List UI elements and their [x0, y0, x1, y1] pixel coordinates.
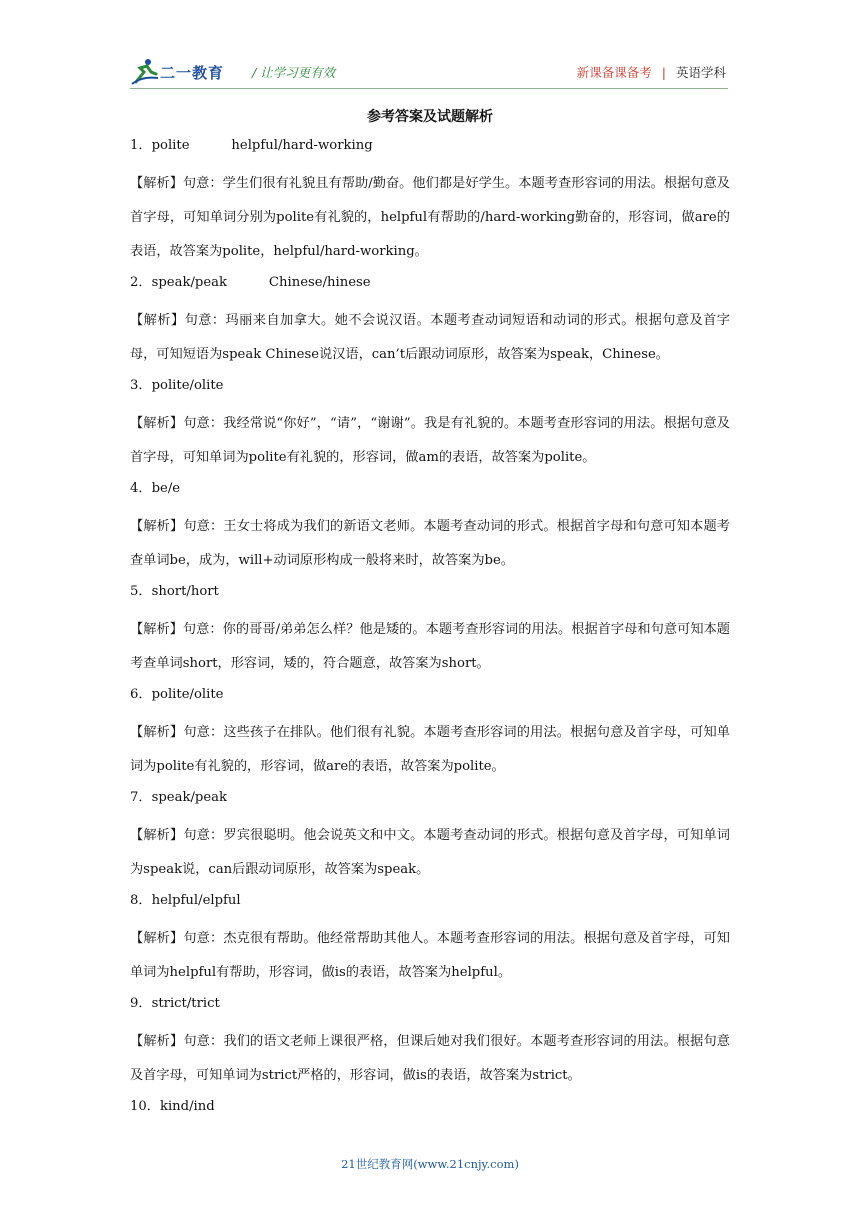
- page-footer: 21世纪教育网(www.21cnjy.com): [341, 1157, 519, 1171]
- page-title: 参考答案及试题解析: [367, 109, 493, 125]
- answer-line: 3．polite/olite: [130, 378, 224, 393]
- logo-text: 二一教育: [160, 64, 225, 82]
- header-right: [577, 63, 726, 81]
- explanation: 【解析】句意：你的哥哥/弟弟怎么样？他是矮的。本题考查形容词的用法。根据首字母和句意可知本题考查单词short，形容词，矮的，符合题意，故答案为short。: [130, 622, 730, 671]
- explanation: 【解析】句意：玛丽来自加拿大。她不会说汉语。本题考查动词短语和动词的形式。根据句意及首字母，可知短语为speak Chinese说汉语，can’t后跟动词原形，故答案为speak，Chinese。: [130, 313, 730, 362]
- explanation: 【解析】句意：这些孩子在排队。他们很有礼貌。本题考查形容词的用法。根据句意及首字母，可知单词为polite有礼貌的，形容词，做are的表语，故答案为polite。: [130, 725, 730, 774]
- logo: [130, 56, 240, 86]
- explanation: 【解析】句意：杰克很有帮助。他经常帮助其他人。本题考查形容词的用法。根据句意及首字母，可知单词为helpful有帮助，形容词，做is的表语，故答案为helpful。: [130, 931, 730, 980]
- runner-logo-icon: [130, 56, 160, 86]
- slogan: / 让学习更有效: [252, 65, 336, 80]
- answer-line: 6．polite/olite: [130, 687, 224, 702]
- answer-list: [130, 136, 730, 1128]
- answer-line: 7．speak/peak: [130, 790, 227, 805]
- answer-line: 10．kind/ind: [130, 1099, 215, 1114]
- explanation: 【解析】句意：我经常说“你好”，“请”，“谢谢”。我是有礼貌的。本题考查形容词的用法。根据句意及首字母，可知单词为polite有礼貌的，形容词，做am的表语，故答案为polite。: [130, 416, 730, 465]
- explanation: 【解析】句意：王女士将成为我们的新语文老师。本题考查动词的形式。根据首字母和句意可知本题考查单词be，成为，will+动词原形构成一般将来时，故答案为be。: [130, 519, 730, 568]
- header-separator: |: [661, 65, 666, 80]
- header-divider: [130, 88, 728, 89]
- answer-line: 9．strict/trict: [130, 996, 220, 1011]
- answer-line: 1．polite helpful/hard-working: [130, 138, 373, 153]
- answer-line: 2．speak/peak Chinese/hinese: [130, 275, 371, 290]
- page-header: [130, 54, 728, 90]
- explanation: 【解析】句意：罗宾很聪明。他会说英文和中文。本题考查动词的形式。根据句意及首字母，可知单词为speak说，can后跟动词原形，故答案为speak。: [130, 828, 730, 877]
- explanation: 【解析】句意：学生们很有礼貌且有帮助/勤奋。他们都是好学生。本题考查形容词的用法。根据句意及首字母，可知单词分别为polite有礼貌的，helpful有帮助的/hard-working勤奋的，形容词，做are的表语，故答案为polite，helpful/hard-working。: [130, 176, 730, 259]
- course-label: 新课备课备考: [576, 65, 652, 80]
- subject-label: 英语学科: [675, 65, 726, 80]
- explanation: 【解析】句意：我们的语文老师上课很严格，但课后她对我们很好。本题考查形容词的用法。根据句意及首字母，可知单词为strict严格的，形容词，做is的表语，故答案为strict。: [130, 1034, 730, 1083]
- answer-line: 5．short/hort: [130, 584, 219, 599]
- answer-line: 8．helpful/elpful: [130, 893, 241, 908]
- answer-line: 4．be/e: [130, 481, 181, 496]
